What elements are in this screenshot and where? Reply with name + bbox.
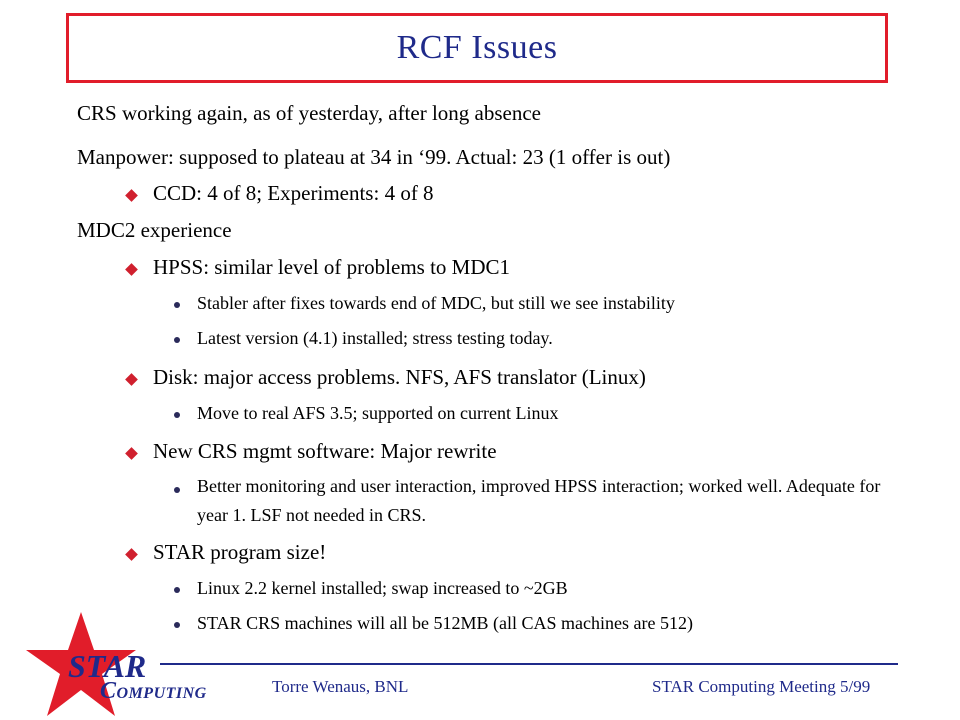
diamond-bullet-icon (125, 548, 138, 561)
bullet-level2: Disk: major access problems. NFS, AFS translator (Linux) (153, 365, 646, 389)
logo-computing-rest: OMPUTING (116, 685, 207, 702)
diamond-bullet-icon (125, 189, 138, 202)
diamond-bullet-icon (125, 263, 138, 276)
diamond-bullet-icon (125, 373, 138, 386)
logo-computing-text (100, 678, 207, 705)
dot-bullet-icon (174, 487, 180, 493)
bullet-level1: CRS working again, as of yesterday, after long absence (77, 101, 541, 125)
bullet-level3: Stabler after fixes towards end of MDC, but still we see instability (197, 293, 675, 313)
logo-star-text: STAR (68, 648, 147, 684)
dot-bullet-icon (174, 587, 180, 593)
bullet-level3: STAR CRS machines will all be 512MB (all CAS machines are 512) (197, 613, 694, 633)
bullet-level1: Manpower: supposed to plateau at 34 in ‘99. Actual: 23 (1 offer is out) (77, 145, 671, 169)
dot-bullet-icon (174, 412, 180, 418)
bullet-level1: MDC2 experience (77, 218, 232, 242)
bullet-level3: Move to real AFS 3.5; supported on current Linux (197, 403, 559, 423)
bullet-level2: STAR program size! (153, 540, 327, 564)
dot-bullet-icon (174, 337, 180, 343)
bullet-level3: Better monitoring and user interaction, improved HPSS interaction; worked well. Adequate for year 1. LSF not needed in CRS. (197, 476, 881, 525)
bullet-level2: HPSS: similar level of problems to MDC1 (153, 255, 510, 279)
footer-author: Torre Wenaus, BNL (272, 677, 409, 696)
dot-bullet-icon (174, 622, 180, 628)
logo-computing-initial: C (100, 678, 117, 704)
bullet-level2: CCD: 4 of 8; Experiments: 4 of 8 (153, 181, 434, 205)
dot-bullet-icon (174, 302, 180, 308)
title-box (66, 13, 888, 83)
bullet-level3: Linux 2.2 kernel installed; swap increased to ~2GB (197, 578, 568, 598)
footer-divider (160, 663, 898, 665)
bullet-level2: New CRS mgmt software: Major rewrite (153, 439, 497, 463)
footer-meeting: STAR Computing Meeting 5/99 (652, 677, 871, 696)
bullet-level3: Latest version (4.1) installed; stress testing today. (197, 328, 553, 348)
slide-title: RCF Issues (396, 29, 558, 66)
diamond-bullet-icon (125, 447, 138, 460)
